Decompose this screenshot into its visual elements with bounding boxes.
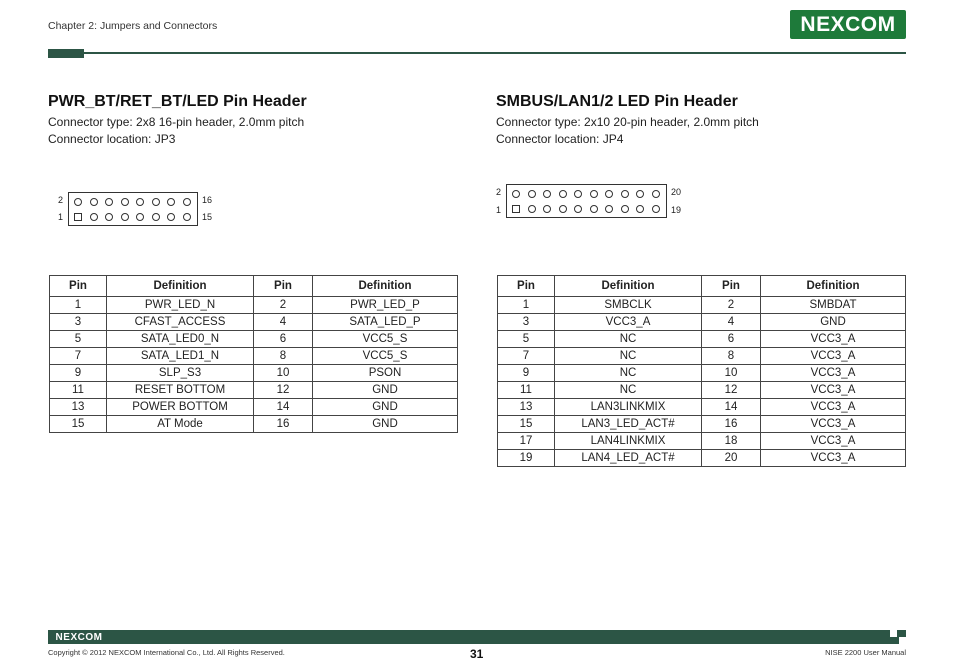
table-cell: 16 (254, 416, 313, 433)
header-pin (121, 213, 129, 221)
header-pin (543, 190, 551, 198)
header-pin (528, 190, 536, 198)
header-rule (84, 52, 906, 54)
right-pin-label-19: 19 (671, 205, 682, 215)
header-pin (105, 213, 113, 221)
header-pin (167, 213, 175, 221)
table-cell: NC (555, 382, 702, 399)
manual-title: NISE 2200 User Manual (825, 648, 906, 657)
table-cell: PWR_LED_N (107, 297, 254, 314)
table-cell: VCC5_S (313, 348, 458, 365)
table-row (50, 331, 458, 348)
table-cell: VCC3_A (761, 365, 906, 382)
table-cell: PSON (313, 365, 458, 382)
header-pin (74, 198, 82, 206)
table-cell: 5 (50, 331, 107, 348)
left-pin-label-16: 16 (202, 195, 213, 205)
right-pin-table (497, 275, 906, 467)
table-cell: VCC3_A (761, 348, 906, 365)
nexcom-logo (790, 10, 906, 39)
column-header: Pin (254, 276, 313, 297)
table-cell: SATA_LED1_N (107, 348, 254, 365)
table-cell: 12 (702, 382, 761, 399)
header-pin (167, 198, 175, 206)
left-connector-location: Connector location: JP3 (48, 132, 176, 146)
table-cell: LAN3_LED_ACT# (555, 416, 702, 433)
column-header: Definition (313, 276, 458, 297)
table-cell: NC (555, 365, 702, 382)
table-row (498, 314, 906, 331)
chapter-title: Chapter 2: Jumpers and Connectors (48, 20, 218, 32)
header-pin (605, 205, 613, 213)
table-cell: VCC3_A (761, 416, 906, 433)
table-cell: 18 (702, 433, 761, 450)
table-cell: 17 (498, 433, 555, 450)
table-cell: POWER BOTTOM (107, 399, 254, 416)
header-pin (574, 190, 582, 198)
table-cell: 12 (254, 382, 313, 399)
table-cell: AT Mode (107, 416, 254, 433)
table-cell: LAN3LINKMIX (555, 399, 702, 416)
header-pin (152, 213, 160, 221)
table-row (498, 433, 906, 450)
page-number: 31 (470, 647, 484, 661)
header-pin (590, 205, 598, 213)
column-header: Pin (498, 276, 555, 297)
header-pin (136, 198, 144, 206)
header-pin (74, 213, 82, 221)
table-cell: 6 (702, 331, 761, 348)
table-cell: 1 (50, 297, 107, 314)
table-cell: 14 (702, 399, 761, 416)
header-pin (90, 213, 98, 221)
left-pin-label-2: 2 (58, 195, 64, 205)
table-cell: SATA_LED_P (313, 314, 458, 331)
table-cell: 19 (498, 450, 555, 467)
table-cell: CFAST_ACCESS (107, 314, 254, 331)
table-row (50, 365, 458, 382)
table-header-row (498, 276, 906, 297)
table-row (498, 365, 906, 382)
right-connector-type: Connector type: 2x10 20-pin header, 2.0mm pitch (496, 115, 759, 129)
header-pin (636, 190, 644, 198)
table-cell: 9 (50, 365, 107, 382)
right-section-title: SMBUS/LAN1/2 LED Pin Header (496, 93, 738, 110)
table-cell: 3 (50, 314, 107, 331)
table-cell: GND (313, 382, 458, 399)
header-pin (559, 205, 567, 213)
table-cell: 1 (498, 297, 555, 314)
header-pin (512, 190, 520, 198)
table-cell: 10 (254, 365, 313, 382)
header-pin (621, 190, 629, 198)
column-header: Definition (555, 276, 702, 297)
table-cell: 6 (254, 331, 313, 348)
table-cell: 15 (498, 416, 555, 433)
table-cell: 8 (254, 348, 313, 365)
header-pin (121, 198, 129, 206)
table-cell: 7 (50, 348, 107, 365)
header-pin (528, 205, 536, 213)
header-pin (183, 213, 191, 221)
table-row (50, 399, 458, 416)
right-pin-label-20: 20 (671, 187, 682, 197)
table-cell: PWR_LED_P (313, 297, 458, 314)
right-pin-header-diagram (506, 184, 667, 218)
copyright-text: Copyright © 2012 NEXCOM International Co., Ltd. All Rights Reserved. (48, 648, 285, 657)
table-cell: 4 (254, 314, 313, 331)
table-row (498, 348, 906, 365)
right-connector-location: Connector location: JP4 (496, 132, 624, 146)
table-row (50, 382, 458, 399)
table-row (50, 314, 458, 331)
table-cell: 16 (702, 416, 761, 433)
left-pin-label-15: 15 (202, 212, 213, 222)
table-row (498, 331, 906, 348)
table-cell: GND (313, 399, 458, 416)
table-row (498, 382, 906, 399)
header-pin (621, 205, 629, 213)
left-pin-table (49, 275, 458, 433)
header-pin (183, 198, 191, 206)
footer-logo-text: NEXCOM (55, 631, 103, 643)
table-cell: 11 (50, 382, 107, 399)
table-row (498, 416, 906, 433)
table-cell: VCC3_A (761, 382, 906, 399)
column-header: Pin (702, 276, 761, 297)
table-cell: VCC3_A (761, 331, 906, 348)
table-cell: 2 (254, 297, 313, 314)
table-cell: 7 (498, 348, 555, 365)
header-pin (543, 205, 551, 213)
right-section (496, 93, 759, 148)
table-cell: LAN4LINKMIX (555, 433, 702, 450)
table-cell: 15 (50, 416, 107, 433)
footer-square-decoration (890, 630, 897, 637)
header-accent-bar (48, 49, 84, 58)
table-cell: 14 (254, 399, 313, 416)
table-cell: VCC3_A (761, 433, 906, 450)
table-cell: 4 (702, 314, 761, 331)
left-connector-type: Connector type: 2x8 16-pin header, 2.0mm pitch (48, 115, 305, 129)
header-pin (105, 198, 113, 206)
table-cell: 10 (702, 365, 761, 382)
table-cell: 9 (498, 365, 555, 382)
column-header: Definition (761, 276, 906, 297)
table-cell: GND (761, 314, 906, 331)
header-pin (652, 205, 660, 213)
table-cell: VCC3_A (761, 399, 906, 416)
header-pin (574, 205, 582, 213)
header-pin (652, 190, 660, 198)
table-cell: VCC5_S (313, 331, 458, 348)
table-cell: 2 (702, 297, 761, 314)
table-cell: SMBCLK (555, 297, 702, 314)
table-row (498, 450, 906, 467)
footer-bar (48, 630, 906, 644)
column-header: Pin (50, 276, 107, 297)
header-pin (559, 190, 567, 198)
table-cell: SLP_S3 (107, 365, 254, 382)
left-section (48, 93, 307, 148)
header-pin (605, 190, 613, 198)
right-pin-label-2: 2 (496, 187, 502, 197)
table-cell: 13 (50, 399, 107, 416)
header-pin (590, 190, 598, 198)
left-pin-label-1: 1 (58, 212, 64, 222)
header-pin (152, 198, 160, 206)
table-cell: 5 (498, 331, 555, 348)
left-pin-header-diagram (68, 192, 198, 226)
table-cell: GND (313, 416, 458, 433)
table-cell: SATA_LED0_N (107, 331, 254, 348)
left-section-title: PWR_BT/RET_BT/LED Pin Header (48, 93, 307, 110)
table-cell: 13 (498, 399, 555, 416)
table-cell: LAN4_LED_ACT# (555, 450, 702, 467)
table-row (50, 348, 458, 365)
table-row (50, 297, 458, 314)
table-header-row (50, 276, 458, 297)
footer-logo (52, 631, 106, 643)
table-cell: NC (555, 331, 702, 348)
table-cell: 8 (702, 348, 761, 365)
table-cell: VCC3_A (555, 314, 702, 331)
header-pin (636, 205, 644, 213)
table-cell: VCC3_A (761, 450, 906, 467)
footer-square-decoration (899, 637, 906, 644)
header-pin (136, 213, 144, 221)
table-row (498, 399, 906, 416)
header-pin (90, 198, 98, 206)
table-cell: RESET BOTTOM (107, 382, 254, 399)
table-cell: 3 (498, 314, 555, 331)
table-cell: SMBDAT (761, 297, 906, 314)
right-pin-label-1: 1 (496, 205, 502, 215)
table-row (498, 297, 906, 314)
table-cell: 20 (702, 450, 761, 467)
table-row (50, 416, 458, 433)
table-cell: 11 (498, 382, 555, 399)
table-cell: NC (555, 348, 702, 365)
column-header: Definition (107, 276, 254, 297)
header-pin (512, 205, 520, 213)
logo-text: NEXCOM (800, 12, 896, 36)
